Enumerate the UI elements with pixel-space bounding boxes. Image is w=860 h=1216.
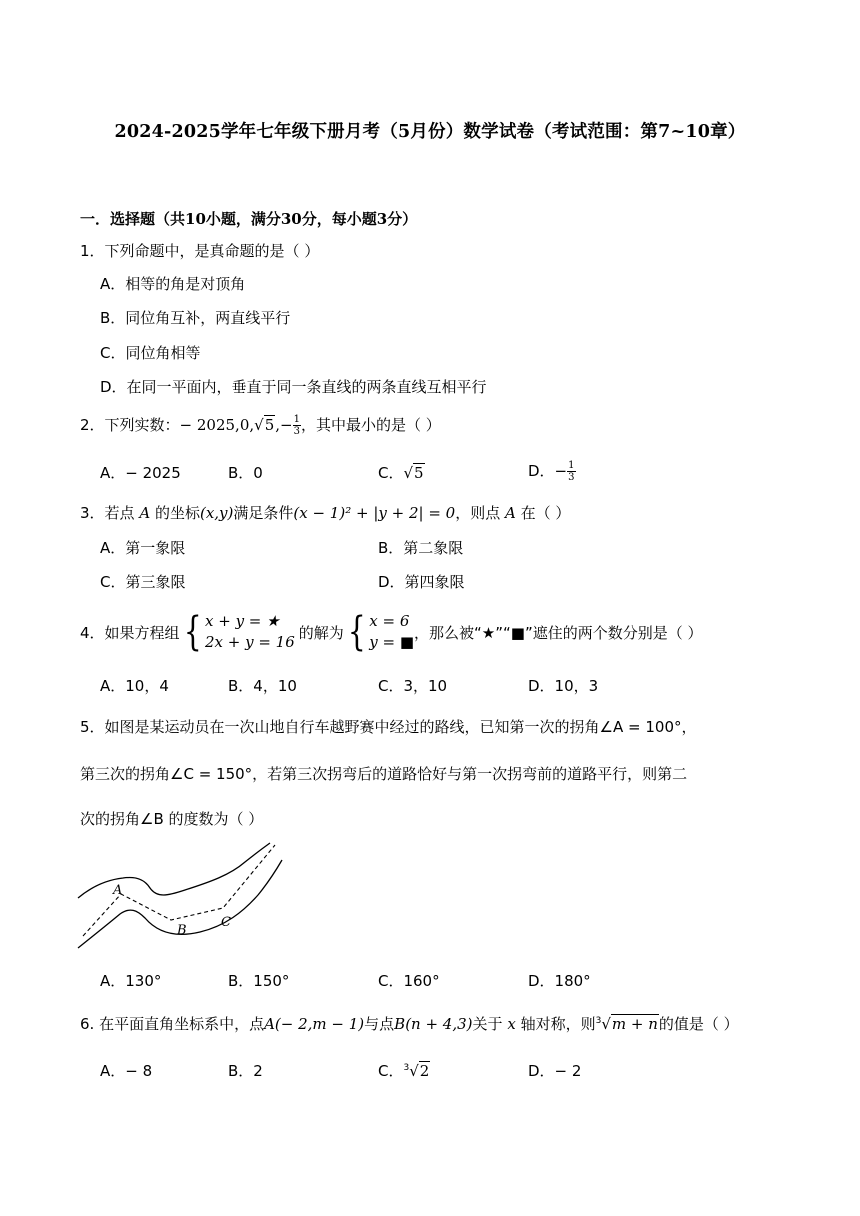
q3-stem: 3．若点 A 的坐标(x,y)满足条件(x − 1)² + |y + 2| = 0，则点 A 在（ ）: [80, 504, 571, 522]
q2-numbers: − 2025,0,: [179, 416, 255, 434]
q1-stem: 1．下列命题中，是真命题的是（ ）: [80, 242, 320, 260]
q3-option-a: A．第一象限: [100, 539, 186, 557]
q1-option-c: C．同位角相等: [100, 344, 201, 362]
q2-sqrt5: 5: [264, 416, 275, 434]
q6-option-a: A．− 8: [100, 1062, 153, 1080]
page-title: 2024-2025学年七年级下册月考（5月份）数学试卷（考试范围：第7~10章）: [114, 122, 746, 142]
fig-label-a: A: [113, 883, 123, 898]
q4-option-c: C．3，10: [378, 677, 448, 695]
q5-option-a: A．130°: [100, 972, 162, 990]
q5-option-b: B．150°: [228, 972, 290, 990]
q1-option-a: A．相等的角是对顶角: [100, 275, 246, 293]
q5-line3: 次的拐角∠B 的度数为（ ）: [80, 810, 264, 828]
q2-suffix: ，其中最小的是（ ）: [300, 416, 441, 434]
q1-option-d: D．在同一平面内，垂直于同一条直线的两条直线互相平行: [100, 378, 487, 396]
q5-line2: 第三次的拐角∠C = 150°，若第三次拐弯后的道路恰好与第一次拐弯前的道路平行，则第二: [80, 765, 688, 783]
q2-prefix: 2．下列实数：: [80, 416, 180, 434]
q3-option-b: B．第二象限: [378, 539, 464, 557]
q3-option-c: C．第三象限: [100, 573, 186, 591]
q6-option-b: B．2: [228, 1062, 263, 1080]
q2-option-b: B．0: [228, 464, 263, 482]
q2-option-c: C．√5: [378, 464, 424, 482]
fig-label-c: C: [221, 915, 231, 930]
q1-option-b: B．同位角互补，两直线平行: [100, 309, 291, 327]
q2-stem: [80, 414, 441, 437]
q2-fraction: $\frac{1}{3}$: [293, 414, 300, 437]
road-upper-edge: [78, 843, 270, 898]
q4-stem: 4．如果方程组 { x + y = ★ 2x + y = 16 的解为 { x = 6 y = ■ ，那么被“★”“■”遮住的两个数分别是（ ）: [80, 609, 703, 655]
q4-option-b: B．4，10: [228, 677, 297, 695]
q2-comma: ,−: [275, 416, 293, 434]
q6-stem: 6. 在平面直角坐标系中，点A(− 2,m − 1)与点B(n + 4,3)关于 x 轴对称，则$^3$√m + n的值是（ ）: [80, 1015, 739, 1033]
q4-option-a: A．10，4: [100, 677, 169, 695]
q6-option-c: C．$^3$√2: [378, 1062, 430, 1080]
q4-solution: x = 6 y = ■: [369, 612, 415, 651]
sqrt-symbol: √: [254, 416, 264, 434]
q3-option-d: D．第四象限: [378, 573, 465, 591]
fig-label-b: B: [177, 923, 187, 938]
q5-option-c: C．160°: [378, 972, 440, 990]
q4-option-d: D．10，3: [528, 677, 599, 695]
q2-option-a: A．− 2025: [100, 464, 181, 482]
q5-line1: 5．如图是某运动员在一次山地自行车越野赛中经过的路线，已知第一次的拐角∠A = 100°，: [80, 718, 697, 736]
q2-option-d: D．− $\frac{1}{3}$: [528, 460, 575, 483]
q4-system: x + y = ★ 2x + y = 16: [205, 612, 295, 651]
section-heading: 一．选择题（共10小题，满分30分，每小题3分）: [80, 210, 418, 228]
road-figure: [75, 840, 285, 950]
q6-option-d: D．− 2: [528, 1062, 582, 1080]
q5-option-d: D．180°: [528, 972, 591, 990]
